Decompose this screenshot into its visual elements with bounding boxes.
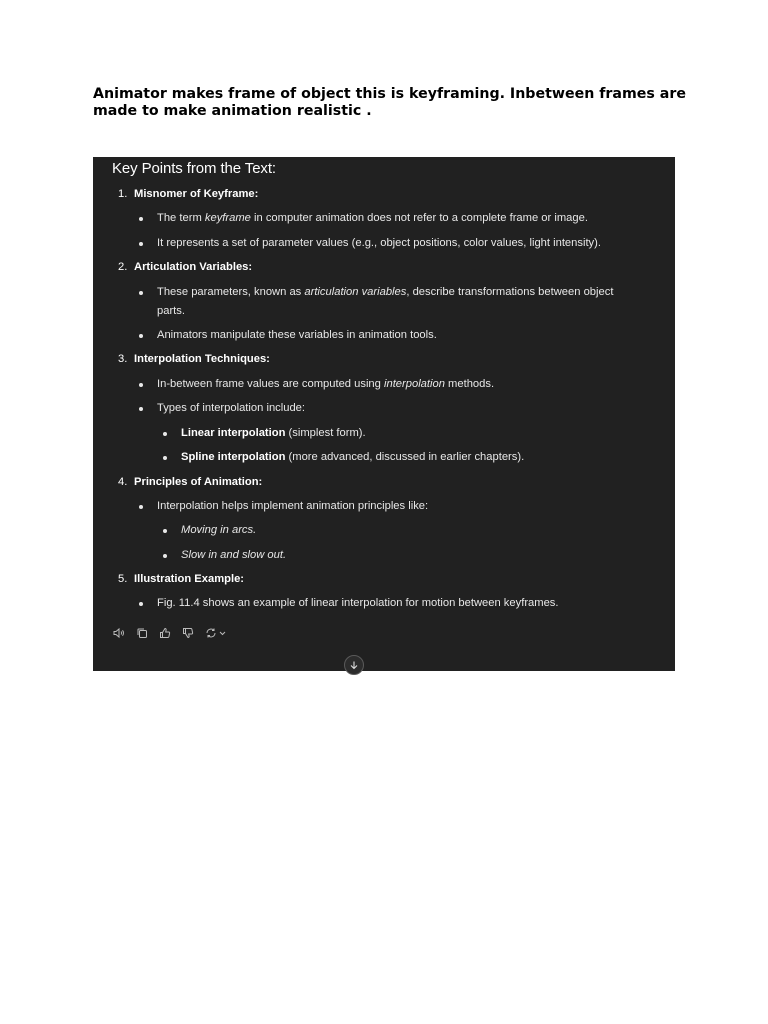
- arrow-down-icon: [349, 660, 359, 670]
- speaker-icon[interactable]: [113, 627, 125, 639]
- sub-list-item: Spline interpolation (more advanced, discussed in earlier chapters).: [163, 451, 524, 463]
- list-item: These parameters, known as articulation variables, describe transformations between object: [139, 286, 613, 298]
- chat-screenshot: [93, 157, 675, 671]
- document-heading: Animator makes frame of object this is keyframing. Inbetween frames are made to make animation realistic .: [93, 86, 686, 119]
- list-item: Types of interpolation include:: [139, 402, 305, 414]
- list-item: Fig. 11.4 shows an example of linear interpolation for motion between keyframes.: [139, 597, 559, 609]
- list-item: Interpolation helps implement animation principles like:: [139, 500, 428, 512]
- thumbs-up-icon[interactable]: [159, 627, 171, 639]
- list-item: Animators manipulate these variables in animation tools.: [139, 329, 437, 341]
- list-item: The term keyframe in computer animation does not refer to a complete frame or image.: [139, 212, 588, 224]
- chevron-down-icon[interactable]: [219, 627, 226, 639]
- list-item: It represents a set of parameter values (e.g., object positions, color values, light intensity).: [139, 237, 601, 249]
- list-item-continuation: parts.: [157, 305, 185, 317]
- list-item: In-between frame values are computed using interpolation methods.: [139, 378, 494, 390]
- message-toolbar: [113, 626, 237, 640]
- copy-icon[interactable]: [136, 627, 148, 639]
- section-heading-4: 4. Principles of Animation:: [118, 476, 263, 488]
- section-heading-1: 1. Misnomer of Keyframe:: [118, 188, 259, 200]
- sub-list-item: Linear interpolation (simplest form).: [163, 427, 366, 439]
- sub-list-item: Moving in arcs.: [163, 524, 256, 536]
- section-heading-2: 2. Articulation Variables:: [118, 261, 253, 273]
- section-heading-3: 3. Interpolation Techniques:: [118, 353, 270, 365]
- sub-list-item: Slow in and slow out.: [163, 549, 286, 561]
- regenerate-icon[interactable]: [205, 627, 217, 639]
- scroll-down-button[interactable]: [344, 655, 364, 675]
- section-heading-5: 5. Illustration Example:: [118, 573, 245, 585]
- thumbs-down-icon[interactable]: [182, 627, 194, 639]
- screenshot-title: Key Points from the Text:: [112, 160, 276, 177]
